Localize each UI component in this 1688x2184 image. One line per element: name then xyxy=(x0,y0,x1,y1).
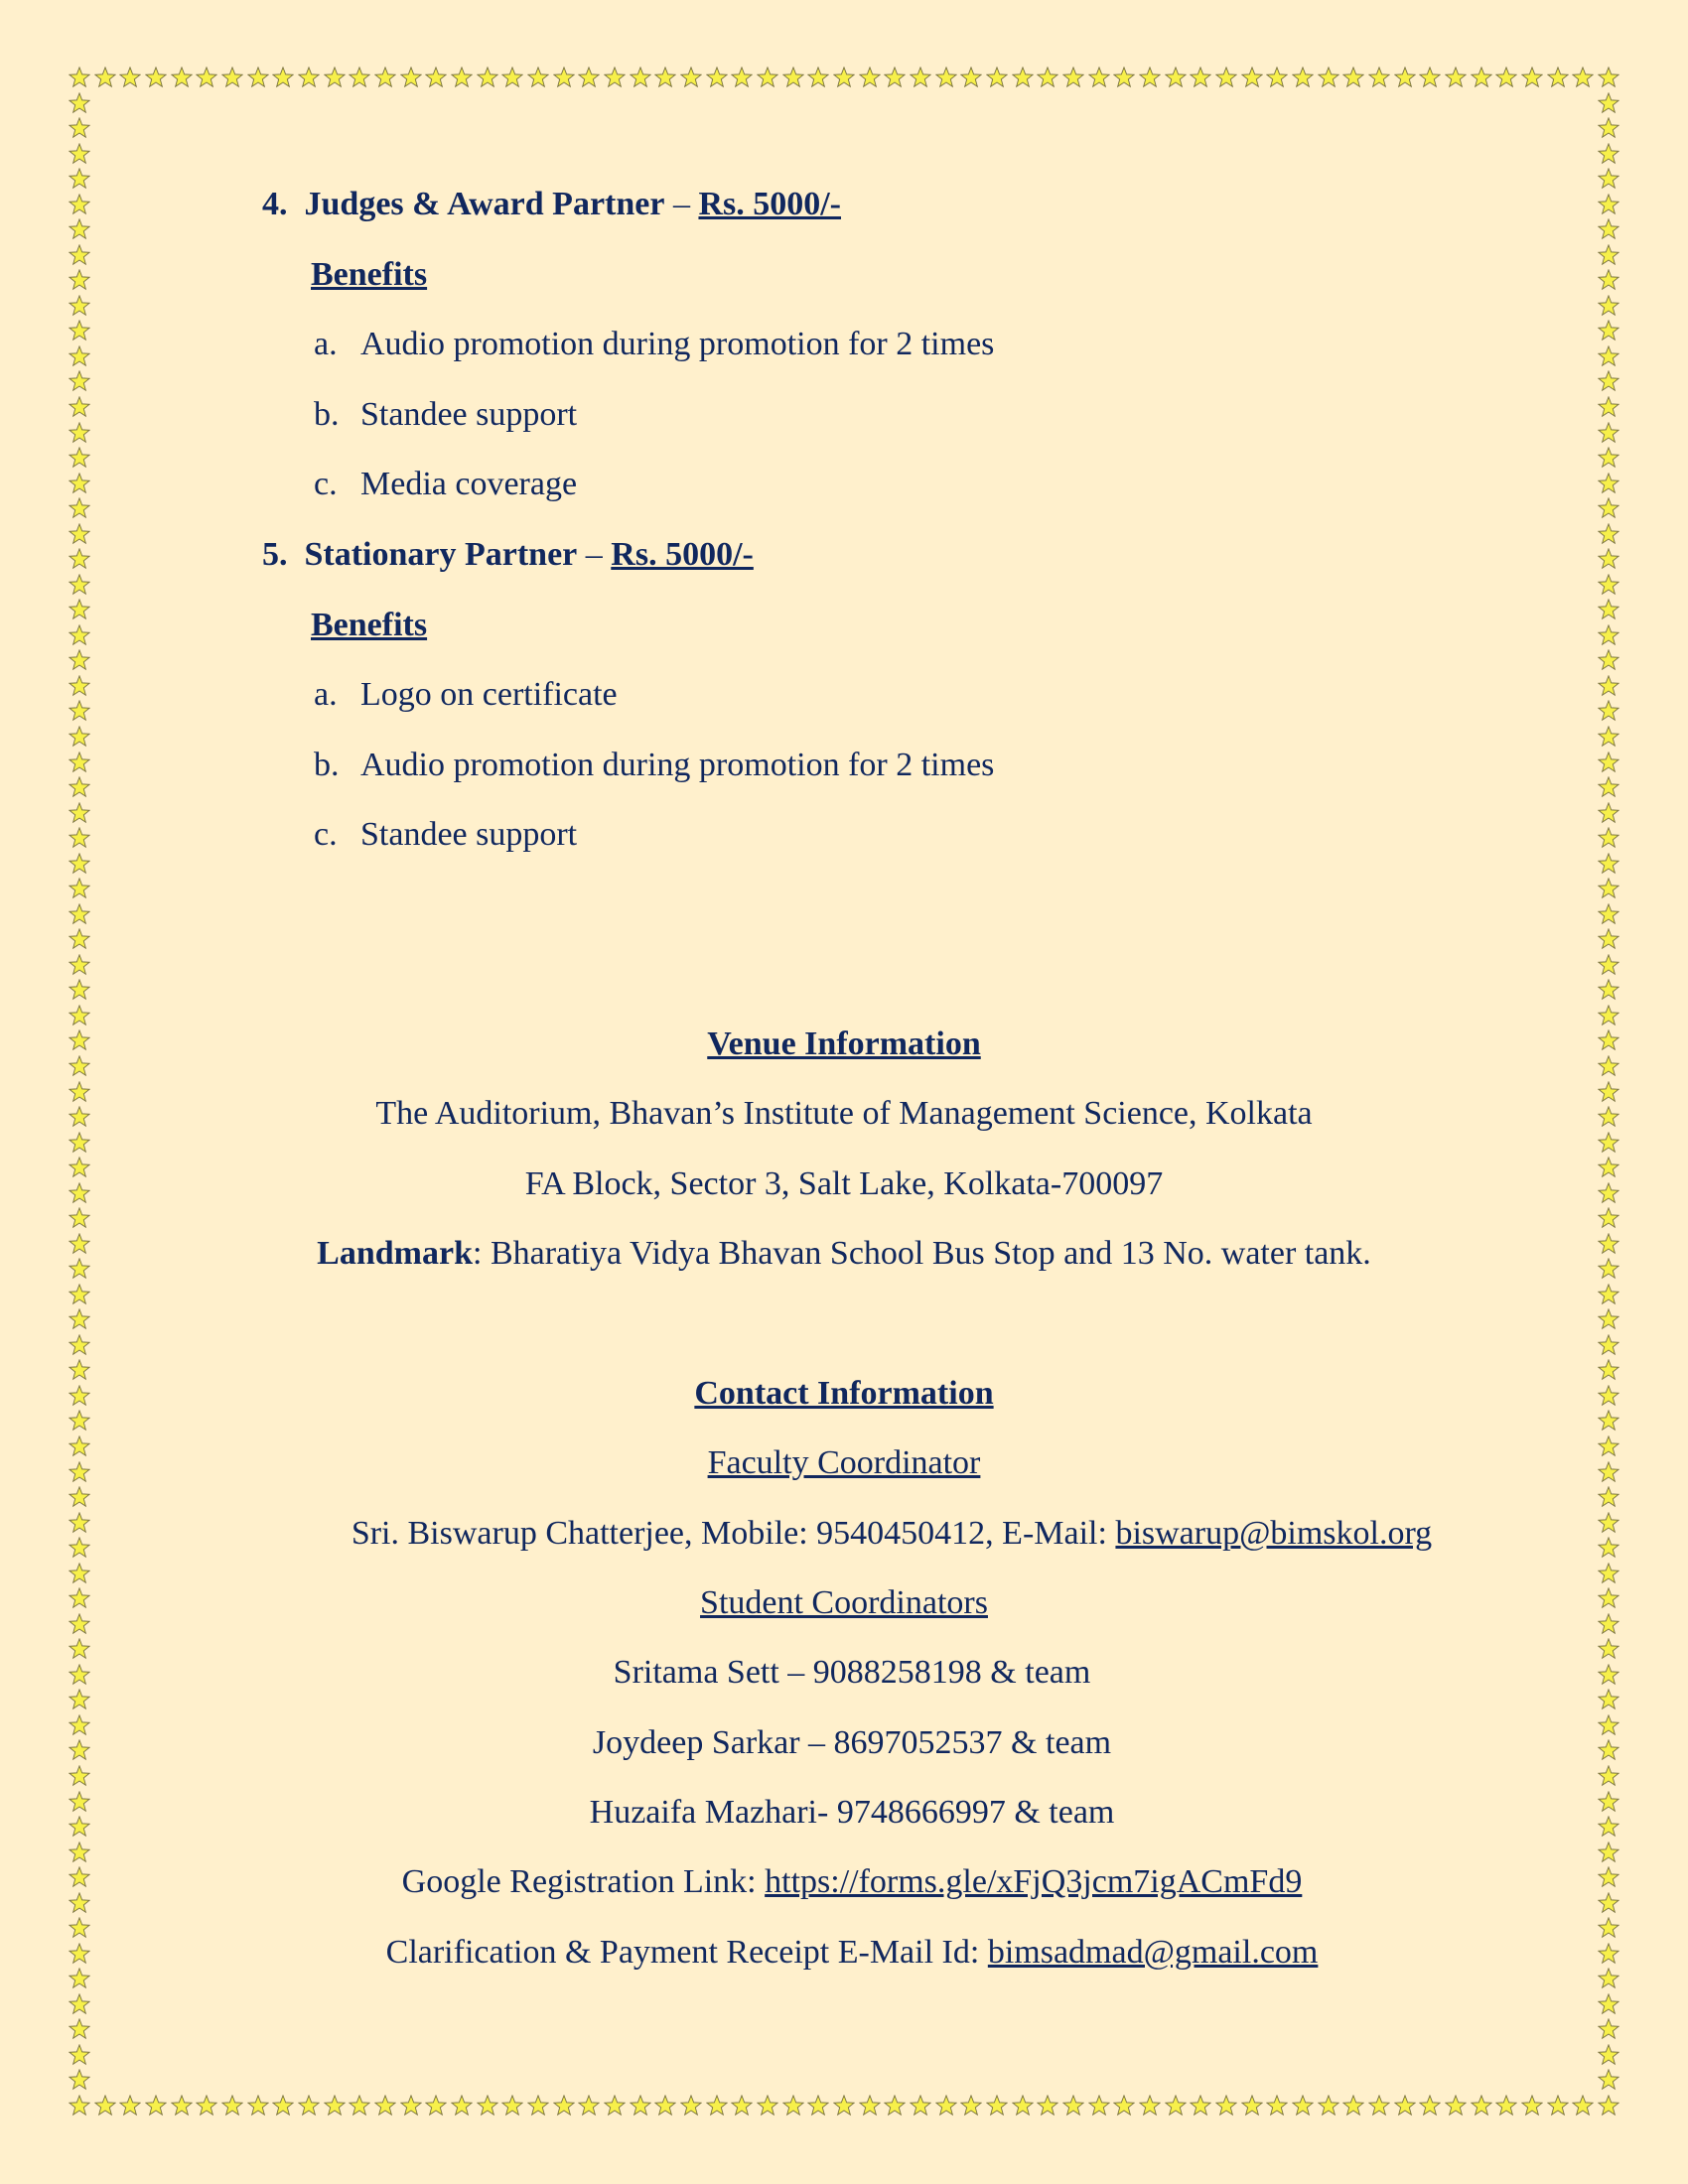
star-icon xyxy=(680,2095,702,2116)
star-icon xyxy=(1598,1284,1619,1305)
star-icon xyxy=(1342,67,1364,88)
star-icon xyxy=(1165,2095,1187,2116)
star-icon xyxy=(1318,67,1339,88)
star-icon xyxy=(1598,269,1619,291)
star-icon xyxy=(69,1005,90,1026)
sponsor-price: Rs. 5000/- xyxy=(698,186,842,222)
star-icon xyxy=(1598,67,1619,88)
star-icon xyxy=(1598,878,1619,899)
star-icon xyxy=(1088,67,1110,88)
clarification-line xyxy=(8,1933,1688,1973)
star-icon xyxy=(69,548,90,570)
star-icon xyxy=(807,2095,829,2116)
venue-address-line-1: The Auditorium, Bhavan’s Institute of Management Science, Kolkata xyxy=(375,1095,1313,1132)
faculty-email-link[interactable]: biswarup@bimskol.org xyxy=(1115,1515,1433,1552)
list-item xyxy=(314,746,995,785)
star-icon xyxy=(935,67,957,88)
star-icon xyxy=(324,67,346,88)
star-icon xyxy=(69,776,90,798)
star-icon xyxy=(1241,67,1263,88)
star-icon xyxy=(1598,675,1619,697)
star-icon xyxy=(578,67,600,88)
star-icon xyxy=(94,67,116,88)
star-icon xyxy=(69,523,90,545)
star-icon xyxy=(69,218,90,240)
star-icon xyxy=(1037,67,1058,88)
benefit-text: Media coverage xyxy=(360,466,578,502)
star-icon xyxy=(69,396,90,418)
star-icon xyxy=(1062,67,1084,88)
star-icon xyxy=(1598,548,1619,570)
list-number: 5. xyxy=(262,536,288,573)
star-icon xyxy=(69,143,90,165)
star-icon xyxy=(1445,67,1467,88)
star-icon xyxy=(1598,345,1619,367)
star-icon xyxy=(69,903,90,925)
star-icon xyxy=(1598,2044,1619,2066)
star-icon xyxy=(1215,2095,1237,2116)
list-item xyxy=(314,395,578,435)
star-icon xyxy=(1598,1005,1619,1026)
star-icon xyxy=(69,878,90,899)
star-icon xyxy=(69,473,90,494)
star-icon xyxy=(807,67,829,88)
star-icon xyxy=(69,802,90,824)
star-icon xyxy=(1419,67,1441,88)
star-icon xyxy=(451,2095,473,2116)
star-icon xyxy=(349,2095,370,2116)
venue-address-line-2: FA Block, Sector 3, Salt Lake, Kolkata-700097 xyxy=(524,1165,1164,1202)
star-icon xyxy=(1598,244,1619,266)
star-icon xyxy=(680,67,702,88)
star-icon xyxy=(1012,67,1034,88)
star-icon xyxy=(1598,218,1619,240)
star-icon xyxy=(782,67,804,88)
star-icon xyxy=(69,1207,90,1229)
star-icon xyxy=(1598,2018,1619,2040)
star-icon xyxy=(1012,2095,1034,2116)
star-icon xyxy=(910,2095,931,2116)
list-marker: b. xyxy=(314,747,340,783)
star-icon xyxy=(1598,574,1619,596)
star-icon xyxy=(1598,320,1619,341)
landmark-label: Landmark xyxy=(317,1235,473,1272)
star-icon xyxy=(69,928,90,950)
star-icon xyxy=(604,67,626,88)
star-icon xyxy=(1139,67,1161,88)
star-icon xyxy=(171,67,193,88)
faculty-contact-text: Sri. Biswarup Chatterjee, Mobile: 9540450412, E-Mail: xyxy=(351,1515,1116,1552)
star-icon xyxy=(1190,67,1211,88)
list-number: 4. xyxy=(262,186,288,222)
star-icon xyxy=(145,2095,167,2116)
star-icon xyxy=(1598,903,1619,925)
star-icon xyxy=(425,2095,447,2116)
star-icon xyxy=(69,2044,90,2066)
star-icon xyxy=(1598,2069,1619,2091)
star-icon xyxy=(884,2095,906,2116)
star-icon xyxy=(69,1334,90,1356)
star-icon xyxy=(400,67,422,88)
star-icon xyxy=(1598,649,1619,671)
star-icon xyxy=(69,92,90,114)
star-icon xyxy=(630,67,651,88)
star-icon xyxy=(1521,2095,1543,2116)
star-icon xyxy=(69,1132,90,1154)
star-icon xyxy=(69,1563,90,1584)
star-icon xyxy=(1598,295,1619,317)
star-icon xyxy=(69,599,90,620)
star-icon xyxy=(1598,853,1619,875)
star-icon xyxy=(1598,92,1619,114)
star-icon xyxy=(69,1308,90,1330)
star-icon xyxy=(1598,954,1619,976)
star-icon xyxy=(1598,473,1619,494)
star-icon xyxy=(1598,1334,1619,1356)
star-icon xyxy=(171,2095,193,2116)
star-icon xyxy=(1598,194,1619,215)
star-icon xyxy=(400,2095,422,2116)
student-coordinator: Joydeep Sarkar – 8697052537 & team xyxy=(592,1724,1112,1761)
star-icon xyxy=(654,67,676,88)
star-icon xyxy=(782,2095,804,2116)
star-icon xyxy=(145,67,167,88)
star-icon xyxy=(884,67,906,88)
star-icon xyxy=(1598,143,1619,165)
star-icon xyxy=(859,67,881,88)
star-icon xyxy=(986,2095,1008,2116)
star-icon xyxy=(833,67,855,88)
star-icon xyxy=(1598,1132,1619,1154)
benefit-text: Standee support xyxy=(360,816,578,853)
star-icon xyxy=(1598,1308,1619,1330)
star-icon xyxy=(1598,497,1619,519)
star-icon xyxy=(501,67,523,88)
star-icon xyxy=(706,67,728,88)
star-icon xyxy=(553,67,575,88)
star-icon xyxy=(1598,726,1619,748)
clarification-label: Clarification & Payment Receipt E-Mail Id: xyxy=(385,1934,988,1971)
star-icon xyxy=(69,2018,90,2040)
star-icon xyxy=(221,2095,243,2116)
star-icon xyxy=(1598,117,1619,139)
star-icon xyxy=(69,853,90,875)
star-icon xyxy=(1598,168,1619,190)
star-icon xyxy=(1394,67,1416,88)
star-icon xyxy=(1318,2095,1339,2116)
star-icon xyxy=(69,624,90,646)
star-icon xyxy=(1598,523,1619,545)
star-icon xyxy=(1598,2095,1619,2116)
star-icon xyxy=(298,67,320,88)
venue-heading: Venue Information xyxy=(707,1025,981,1062)
star-icon xyxy=(69,497,90,519)
dash: – xyxy=(664,186,699,222)
star-icon xyxy=(1394,2095,1416,2116)
star-icon xyxy=(910,67,931,88)
star-icon xyxy=(1598,751,1619,773)
star-icon xyxy=(69,1486,90,1508)
star-icon xyxy=(1139,2095,1161,2116)
star-icon xyxy=(935,2095,957,2116)
star-icon xyxy=(1598,1765,1619,1787)
star-icon xyxy=(69,2069,90,2091)
star-icon xyxy=(69,1765,90,1787)
star-icon xyxy=(69,269,90,291)
star-icon xyxy=(1598,979,1619,1001)
star-icon xyxy=(247,67,269,88)
star-icon xyxy=(731,2095,753,2116)
star-icon xyxy=(69,954,90,976)
star-icon xyxy=(706,2095,728,2116)
star-icon xyxy=(272,2095,294,2116)
star-icon xyxy=(1598,599,1619,620)
star-icon xyxy=(1572,67,1594,88)
star-icon xyxy=(1037,2095,1058,2116)
star-icon xyxy=(374,67,396,88)
star-icon xyxy=(69,295,90,317)
star-icon xyxy=(1471,67,1492,88)
star-icon xyxy=(69,649,90,671)
list-marker: c. xyxy=(314,816,338,853)
list-item xyxy=(314,815,578,855)
star-icon xyxy=(69,574,90,596)
star-icon xyxy=(1598,1563,1619,1584)
star-icon xyxy=(1368,67,1390,88)
star-icon xyxy=(960,67,982,88)
star-icon xyxy=(247,2095,269,2116)
star-icon xyxy=(1342,2095,1364,2116)
list-marker: a. xyxy=(314,676,338,713)
star-icon xyxy=(1165,67,1187,88)
sponsor-title: Judges & Award Partner xyxy=(304,186,665,222)
star-icon xyxy=(1598,802,1619,824)
star-icon xyxy=(1598,447,1619,469)
star-icon xyxy=(1368,2095,1390,2116)
student-coordinator: Huzaifa Mazhari- 9748666997 & team xyxy=(589,1794,1115,1831)
star-icon xyxy=(451,67,473,88)
list-item xyxy=(314,465,578,504)
star-icon xyxy=(298,2095,320,2116)
registration-label: Google Registration Link: xyxy=(401,1863,766,1900)
star-icon xyxy=(1471,2095,1492,2116)
star-icon xyxy=(1113,2095,1135,2116)
sponsor-price: Rs. 5000/- xyxy=(611,536,754,573)
student-coordinators-label: Student Coordinators xyxy=(700,1584,988,1621)
star-icon xyxy=(349,67,370,88)
star-icon xyxy=(757,2095,778,2116)
star-icon xyxy=(960,2095,982,2116)
star-icon xyxy=(119,2095,141,2116)
star-icon xyxy=(859,2095,881,2116)
benefits-heading: Benefits xyxy=(311,256,428,293)
star-icon xyxy=(1062,2095,1084,2116)
benefit-text: Standee support xyxy=(360,396,578,433)
dash: – xyxy=(577,536,612,573)
star-icon xyxy=(1419,2095,1441,2116)
star-icon xyxy=(1495,2095,1517,2116)
star-icon xyxy=(1547,2095,1569,2116)
benefit-text: Logo on certificate xyxy=(360,676,618,713)
star-icon xyxy=(69,67,90,88)
star-icon xyxy=(1598,1993,1619,2015)
list-marker: b. xyxy=(314,396,340,433)
star-icon xyxy=(1598,700,1619,722)
star-icon xyxy=(69,979,90,1001)
star-icon xyxy=(1547,67,1569,88)
star-icon xyxy=(527,67,549,88)
star-icon xyxy=(1598,1207,1619,1229)
star-icon xyxy=(69,194,90,215)
star-icon xyxy=(221,67,243,88)
star-icon xyxy=(69,827,90,849)
star-icon xyxy=(986,67,1008,88)
registration-line xyxy=(8,1862,1688,1902)
star-icon xyxy=(1266,67,1288,88)
star-icon xyxy=(477,2095,498,2116)
star-icon xyxy=(1598,422,1619,444)
star-icon xyxy=(324,2095,346,2116)
contact-heading: Contact Information xyxy=(694,1375,994,1412)
star-icon xyxy=(1088,2095,1110,2116)
clarification-email-link[interactable]: bimsadmad@gmail.com xyxy=(987,1934,1319,1971)
star-icon xyxy=(1598,827,1619,849)
star-icon xyxy=(69,345,90,367)
star-icon xyxy=(69,751,90,773)
list-marker: c. xyxy=(314,466,338,502)
star-icon xyxy=(1215,67,1237,88)
list-item xyxy=(314,675,618,715)
sponsor-4-heading xyxy=(262,185,841,224)
star-icon xyxy=(1190,2095,1211,2116)
student-coordinator: Sritama Sett – 9088258198 & team xyxy=(613,1654,1091,1691)
star-icon xyxy=(654,2095,676,2116)
star-icon xyxy=(425,67,447,88)
star-icon xyxy=(69,117,90,139)
faculty-coordinator-label: Faculty Coordinator xyxy=(707,1444,981,1481)
star-icon xyxy=(196,67,217,88)
star-icon xyxy=(196,2095,217,2116)
landmark-text: : Bharatiya Vidya Bhavan School Bus Stop and 13 No. water tank. xyxy=(473,1235,1371,1272)
venue-landmark xyxy=(0,1234,1688,1274)
star-icon xyxy=(1495,67,1517,88)
star-icon xyxy=(553,2095,575,2116)
star-icon xyxy=(757,67,778,88)
star-icon xyxy=(69,675,90,697)
star-icon xyxy=(1598,928,1619,950)
star-icon xyxy=(69,244,90,266)
star-icon xyxy=(1266,2095,1288,2116)
star-icon xyxy=(731,67,753,88)
registration-link[interactable]: https://forms.gle/xFjQ3jcm7igACmFd9 xyxy=(765,1863,1303,1900)
star-icon xyxy=(119,67,141,88)
star-icon xyxy=(630,2095,651,2116)
star-icon xyxy=(69,168,90,190)
star-icon xyxy=(94,2095,116,2116)
star-icon xyxy=(604,2095,626,2116)
star-icon xyxy=(1598,396,1619,418)
star-icon xyxy=(69,1842,90,1863)
star-icon xyxy=(69,447,90,469)
star-icon xyxy=(527,2095,549,2116)
star-icon xyxy=(69,700,90,722)
star-icon xyxy=(1572,2095,1594,2116)
star-icon xyxy=(477,67,498,88)
star-icon xyxy=(69,320,90,341)
star-icon xyxy=(69,2095,90,2116)
benefit-text: Audio promotion during promotion for 2 times xyxy=(360,326,995,362)
star-icon xyxy=(272,67,294,88)
star-icon xyxy=(1598,1486,1619,1508)
list-item xyxy=(314,325,995,364)
star-icon xyxy=(1598,776,1619,798)
star-icon xyxy=(833,2095,855,2116)
star-icon xyxy=(1113,67,1135,88)
star-icon xyxy=(1241,2095,1263,2116)
star-icon xyxy=(69,1993,90,2015)
sponsor-5-heading xyxy=(262,535,754,575)
star-icon xyxy=(501,2095,523,2116)
star-icon xyxy=(374,2095,396,2116)
star-icon xyxy=(1598,624,1619,646)
star-icon xyxy=(1521,67,1543,88)
star-icon xyxy=(1598,370,1619,392)
star-icon xyxy=(1598,1842,1619,1863)
faculty-coordinator-line xyxy=(48,1514,1688,1554)
sponsor-title: Stationary Partner xyxy=(304,536,578,573)
star-icon xyxy=(69,1284,90,1305)
star-icon xyxy=(1292,2095,1314,2116)
benefit-text: Audio promotion during promotion for 2 times xyxy=(360,747,995,783)
star-icon xyxy=(69,370,90,392)
star-icon xyxy=(69,422,90,444)
list-marker: a. xyxy=(314,326,338,362)
benefits-heading: Benefits xyxy=(311,607,428,643)
star-icon xyxy=(1445,2095,1467,2116)
star-icon xyxy=(69,726,90,748)
star-icon xyxy=(578,2095,600,2116)
star-icon xyxy=(1292,67,1314,88)
